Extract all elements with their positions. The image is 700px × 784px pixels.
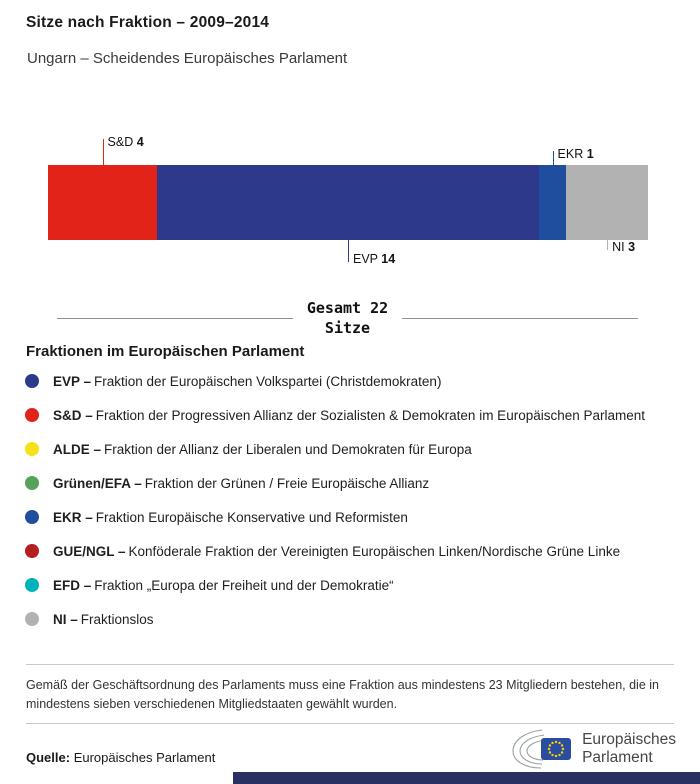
legend-desc: Fraktion der Europäischen Volkspartei (Christdemokraten) <box>94 373 442 389</box>
legend-row-ekr <box>25 500 645 534</box>
legend-desc: Fraktion der Grünen / Freie Europäische Allianz <box>144 475 430 491</box>
total-label-line2: Sitze <box>324 319 371 338</box>
footnote: Gemäß der Geschäftsordnung des Parlaments muss eine Fraktion aus mindestens 23 Mitgliedern bestehen, die in mindestens sieben verschiedenen Mitgliedstaaten gewählt wurden. <box>26 664 674 715</box>
divider-line-right <box>402 318 638 319</box>
divider <box>26 723 674 724</box>
page-subtitle: Ungarn – Scheidendes Europäisches Parlament <box>27 50 348 67</box>
logo-text-line1: Europäisches <box>582 730 676 748</box>
legend-dot <box>25 612 39 626</box>
legend-dot <box>25 476 39 490</box>
eu-flag-icon <box>541 738 571 760</box>
legend-row-gue-ngl <box>25 534 645 568</box>
legend-name: NI – <box>53 611 78 627</box>
source-text: Europäisches Parlament <box>73 750 216 765</box>
legend-desc: Fraktion der Progressiven Allianz der Sozialisten & Demokraten im Europäischen Parlament <box>95 407 646 423</box>
legend-desc: Fraktionslos <box>80 611 154 627</box>
legend-desc: Fraktion der Allianz der Liberalen und Demokraten für Europa <box>104 441 472 457</box>
eu-parliament-logo <box>511 726 676 772</box>
eu-parliament-logo-mark <box>511 726 573 772</box>
legend-name: GUE/NGL – <box>53 543 126 559</box>
legend-desc: Fraktion „Europa der Freiheit und der Demokratie“ <box>94 577 394 593</box>
legend-desc: Konföderale Fraktion der Vereinigten Europäischen Linken/Nordische Grüne Linke <box>128 543 621 559</box>
legend-row-sd <box>25 398 645 432</box>
source-label: Quelle: <box>26 750 71 765</box>
logo-text-line2: Parlament <box>582 749 653 766</box>
legend-name: EVP – <box>53 373 92 389</box>
legend-dot <box>25 544 39 558</box>
legend-dot <box>25 442 39 456</box>
total-label <box>307 298 388 339</box>
bar-segment-EKR <box>539 165 566 240</box>
seats-chart <box>48 135 648 266</box>
legend <box>25 364 645 636</box>
bar-label-S&D: S&D 4 <box>103 139 104 165</box>
legend-dot <box>25 578 39 592</box>
divider-line-left <box>57 318 293 319</box>
legend-row-ni <box>25 602 645 636</box>
legend-row-alde <box>25 432 645 466</box>
legend-row-evp <box>25 364 645 398</box>
logo-text <box>582 731 676 768</box>
legend-name: Grünen/EFA – <box>53 475 142 491</box>
legend-dot <box>25 510 39 524</box>
bar-label-NI: NI 3 <box>607 240 608 250</box>
bar-label-EKR: EKR 1 <box>553 151 554 165</box>
legend-row-efd <box>25 568 645 602</box>
legend-name: EKR – <box>53 509 93 525</box>
legend-dot <box>25 408 39 422</box>
total-label-line1: Gesamt 22 <box>306 299 389 317</box>
legend-dot <box>25 374 39 388</box>
legend-row-gruene-efa <box>25 466 645 500</box>
legend-name: ALDE – <box>53 441 102 457</box>
stacked-bar <box>48 165 648 240</box>
legend-desc: Fraktion Europäische Konservative und Reformisten <box>95 509 408 525</box>
bar-segment-NI <box>566 165 648 240</box>
legend-name: S&D – <box>53 407 93 423</box>
total-divider <box>57 298 638 339</box>
bottom-strip <box>233 772 700 784</box>
bar-segment-EVP <box>157 165 539 240</box>
page-title: Sitze nach Fraktion – 2009–2014 <box>26 14 270 31</box>
bar-segment-S&D <box>48 165 157 240</box>
bar-label-EVP: EVP 14 <box>348 240 349 262</box>
legend-name: EFD – <box>53 577 92 593</box>
source-line <box>26 750 215 765</box>
legend-heading: Fraktionen im Europäischen Parlament <box>26 343 305 360</box>
